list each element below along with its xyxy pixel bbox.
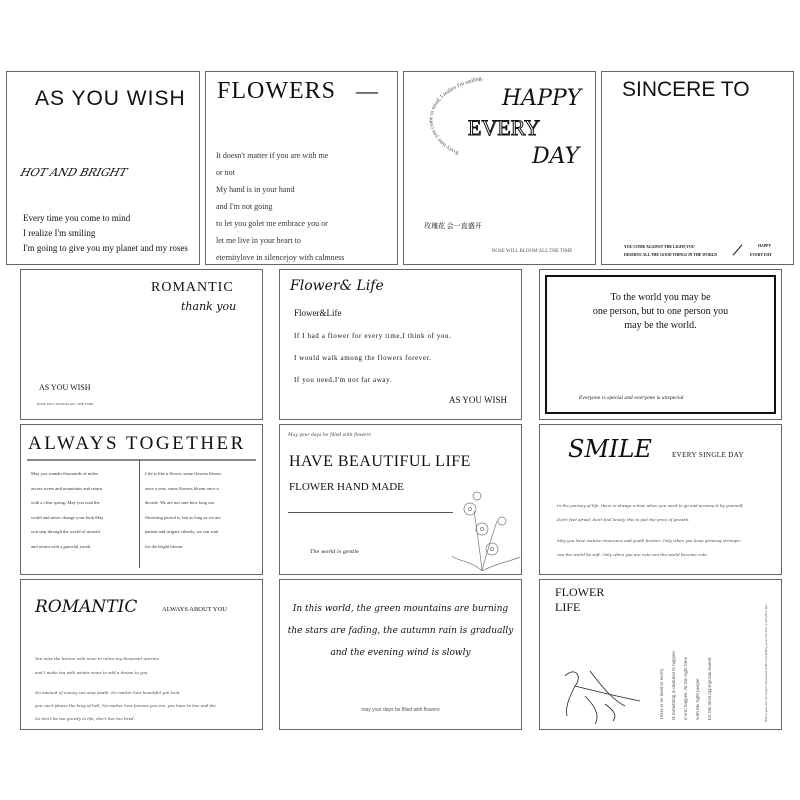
card-dash: — (356, 78, 378, 103)
card-line: it will happen. At the right time (684, 657, 689, 720)
card-line: Every time you come to mind (23, 213, 131, 223)
card-title: HAVE BEAUTIFUL LIFE (289, 453, 471, 470)
card-line: and I make tea with winter snow to add a dream to you. (35, 670, 149, 675)
card-line: Life is like a flower, some flowers bloom (145, 471, 221, 476)
card-title: SMILE (568, 435, 652, 463)
card-line: one person, but to one person you (592, 306, 729, 317)
card-subtitle: ALWAYS ABOUT YOU (162, 606, 228, 613)
card-line: and the evening wind is slowly (330, 648, 471, 658)
card-sincere-to (601, 71, 794, 265)
card-line: So don't be too greedy in life, don't live too tired. (35, 716, 135, 721)
card-title: FLOWER (555, 585, 605, 599)
slash-divider (733, 244, 743, 255)
card-line: May you have mature innocence and youth forever. Only when you keep growing stronger (557, 538, 741, 543)
card-line: the stars are fading, the autumn rain is gradually (287, 626, 514, 636)
calla-lily-illustration-icon (555, 666, 645, 726)
every-text: EVERY (468, 115, 541, 140)
card-line: Don't feel afraid, don't feel lonely, this is just the price of growth. (557, 517, 690, 522)
card-line: you can't please the king of hell. No matter how famous you are, you have to live and die (35, 703, 216, 708)
card-line: My hand is in your hand (216, 185, 295, 194)
card-line: If something is destined to happen (672, 651, 677, 720)
card-line: May you wander thousands of miles (31, 471, 98, 476)
card-script: HOT AND BRIGHT (19, 166, 129, 179)
card-line: It doesn't matter if you are with me (216, 151, 329, 160)
card-line: world and never change your look.May (31, 514, 104, 520)
card-line: may be the world. (624, 320, 697, 331)
card-romantic-thank-you (20, 269, 263, 420)
card-right-text: HAPPY (758, 244, 772, 248)
card-footer: ROSE WILL BLOOM ALL THE TIME (492, 249, 573, 254)
card-line: You miss the breeze with wine to relive my thousand worries, (35, 656, 160, 661)
card-as-you-wish (6, 71, 200, 265)
inner-frame (545, 275, 776, 414)
card-happy-every-day (403, 71, 596, 265)
card-script: Flower& Life (290, 278, 384, 294)
card-line: with a clear spring. May you read the (31, 500, 100, 505)
title-underline (27, 459, 256, 461)
card-script-top: May your days be filled with flowers (288, 433, 371, 438)
card-line: or not (216, 168, 235, 177)
card-script: thank you (181, 300, 237, 313)
card-footer: may yout days be filled with flowers (361, 707, 440, 713)
card-right-text: EVERY DAY (750, 253, 772, 257)
card-line: patient and irrigate silently, we can wait (145, 529, 219, 534)
card-line: In the journey of life, there is always a time when you need to go and accomp it by yourself. (557, 503, 744, 508)
card-line: I realize I'm smiling (23, 228, 96, 238)
card-flower-life (539, 579, 782, 730)
card-footer: ROSE WILL BLOOM ALL THE TIME (37, 402, 94, 406)
card-line: you step through the world of mortals (31, 529, 101, 534)
card-script-bottom: The world is gentle (310, 549, 359, 555)
card-line: let me live in your heart to (216, 236, 301, 245)
card-line: If I had a flower for every time,I think of you. (294, 332, 452, 340)
card-line: To the world you may be (610, 292, 711, 303)
card-line: and I'm not going (216, 202, 273, 211)
card-in-this-world (279, 579, 522, 730)
card-line: and return with a graceful youth. (31, 543, 92, 549)
card-line: to let you golet me embrace you or (216, 219, 328, 228)
card-title: AS YOU WISH (35, 87, 186, 110)
card-line: for the bright bloom. (145, 543, 184, 549)
flower-illustration-icon (452, 491, 522, 571)
card-line: can the world be soft. Only when you are cute can the world become cute. (557, 552, 709, 557)
card-line: DESERVE ALL THE GOOD THINGS IN THE WORLD (624, 253, 717, 257)
card-line: No amount of money can stop death. No matter how beautiful you look, (35, 690, 181, 695)
happy-text: HAPPY (502, 86, 582, 111)
column-1 (31, 467, 103, 554)
card-romantic-always-about-you (20, 579, 263, 730)
card-title: FLOWERS (217, 78, 337, 104)
card-script: When you are no longer obsessed with everything you can live a carefree life (764, 604, 768, 722)
card-line: There is no need to worry (660, 668, 665, 720)
card-lines (216, 147, 344, 265)
card-quote (280, 598, 521, 664)
card-subtitle: EVERY SINGLE DAY (672, 451, 744, 459)
card-flower-and-life (279, 269, 522, 420)
card-title: Flower&Life (294, 308, 342, 318)
card-smile (539, 424, 782, 575)
card-flowers (205, 71, 398, 265)
card-have-beautiful-life (279, 424, 522, 575)
card-subtitle: AS YOU WISH (39, 383, 91, 392)
column-divider (139, 460, 140, 568)
day-text: DAY (532, 144, 580, 169)
card-to-the-world (539, 269, 782, 420)
vertical-lines (660, 608, 713, 720)
card-signature: AS YOU WISH (448, 395, 507, 405)
card-subtitle: FLOWER HAND MADE (289, 481, 404, 493)
card-line: flowering period is, but as long as we are (145, 514, 221, 520)
arc-text-path: Every time you come to mind, I realize I'm smiling. (428, 75, 484, 156)
card-quote (547, 291, 774, 333)
card-line: with the right people (696, 678, 701, 720)
card-line: YOU COME AGAINST THE LIGHT,YOU (624, 245, 695, 249)
card-line: for the most appropriate reason (708, 657, 713, 720)
column-2 (145, 467, 221, 554)
card-line: I would walk among the flowers forever. (294, 354, 432, 362)
card-line: In this world, the green mountains are burning (292, 604, 509, 614)
card-line: If you need,I'm not far away. (294, 376, 393, 384)
card-line: once a year, some flowers bloom once a (145, 485, 219, 491)
card-title: ALWAYS TOGETHER (28, 433, 246, 454)
chinese-text: 玫瑰花 会一直盛开 (424, 222, 482, 230)
card-line: decade. We are not sure how long our (145, 500, 215, 505)
card-line: across rivers and mountains and return (31, 485, 103, 491)
card-always-together (20, 424, 263, 575)
divider-line (288, 512, 453, 513)
card-line: eternitylove in silencejoy with calmness (216, 253, 345, 262)
card-script: Everyone is special and everyone is unspecial (579, 396, 684, 401)
card-title: LIFE (555, 600, 581, 614)
card-title: ROMANTIC (35, 597, 138, 617)
card-title: SINCERE TO (622, 78, 750, 101)
card-title: ROMANTIC (151, 280, 234, 295)
card-line: I'm going to give you my planet and my roses (23, 243, 188, 253)
